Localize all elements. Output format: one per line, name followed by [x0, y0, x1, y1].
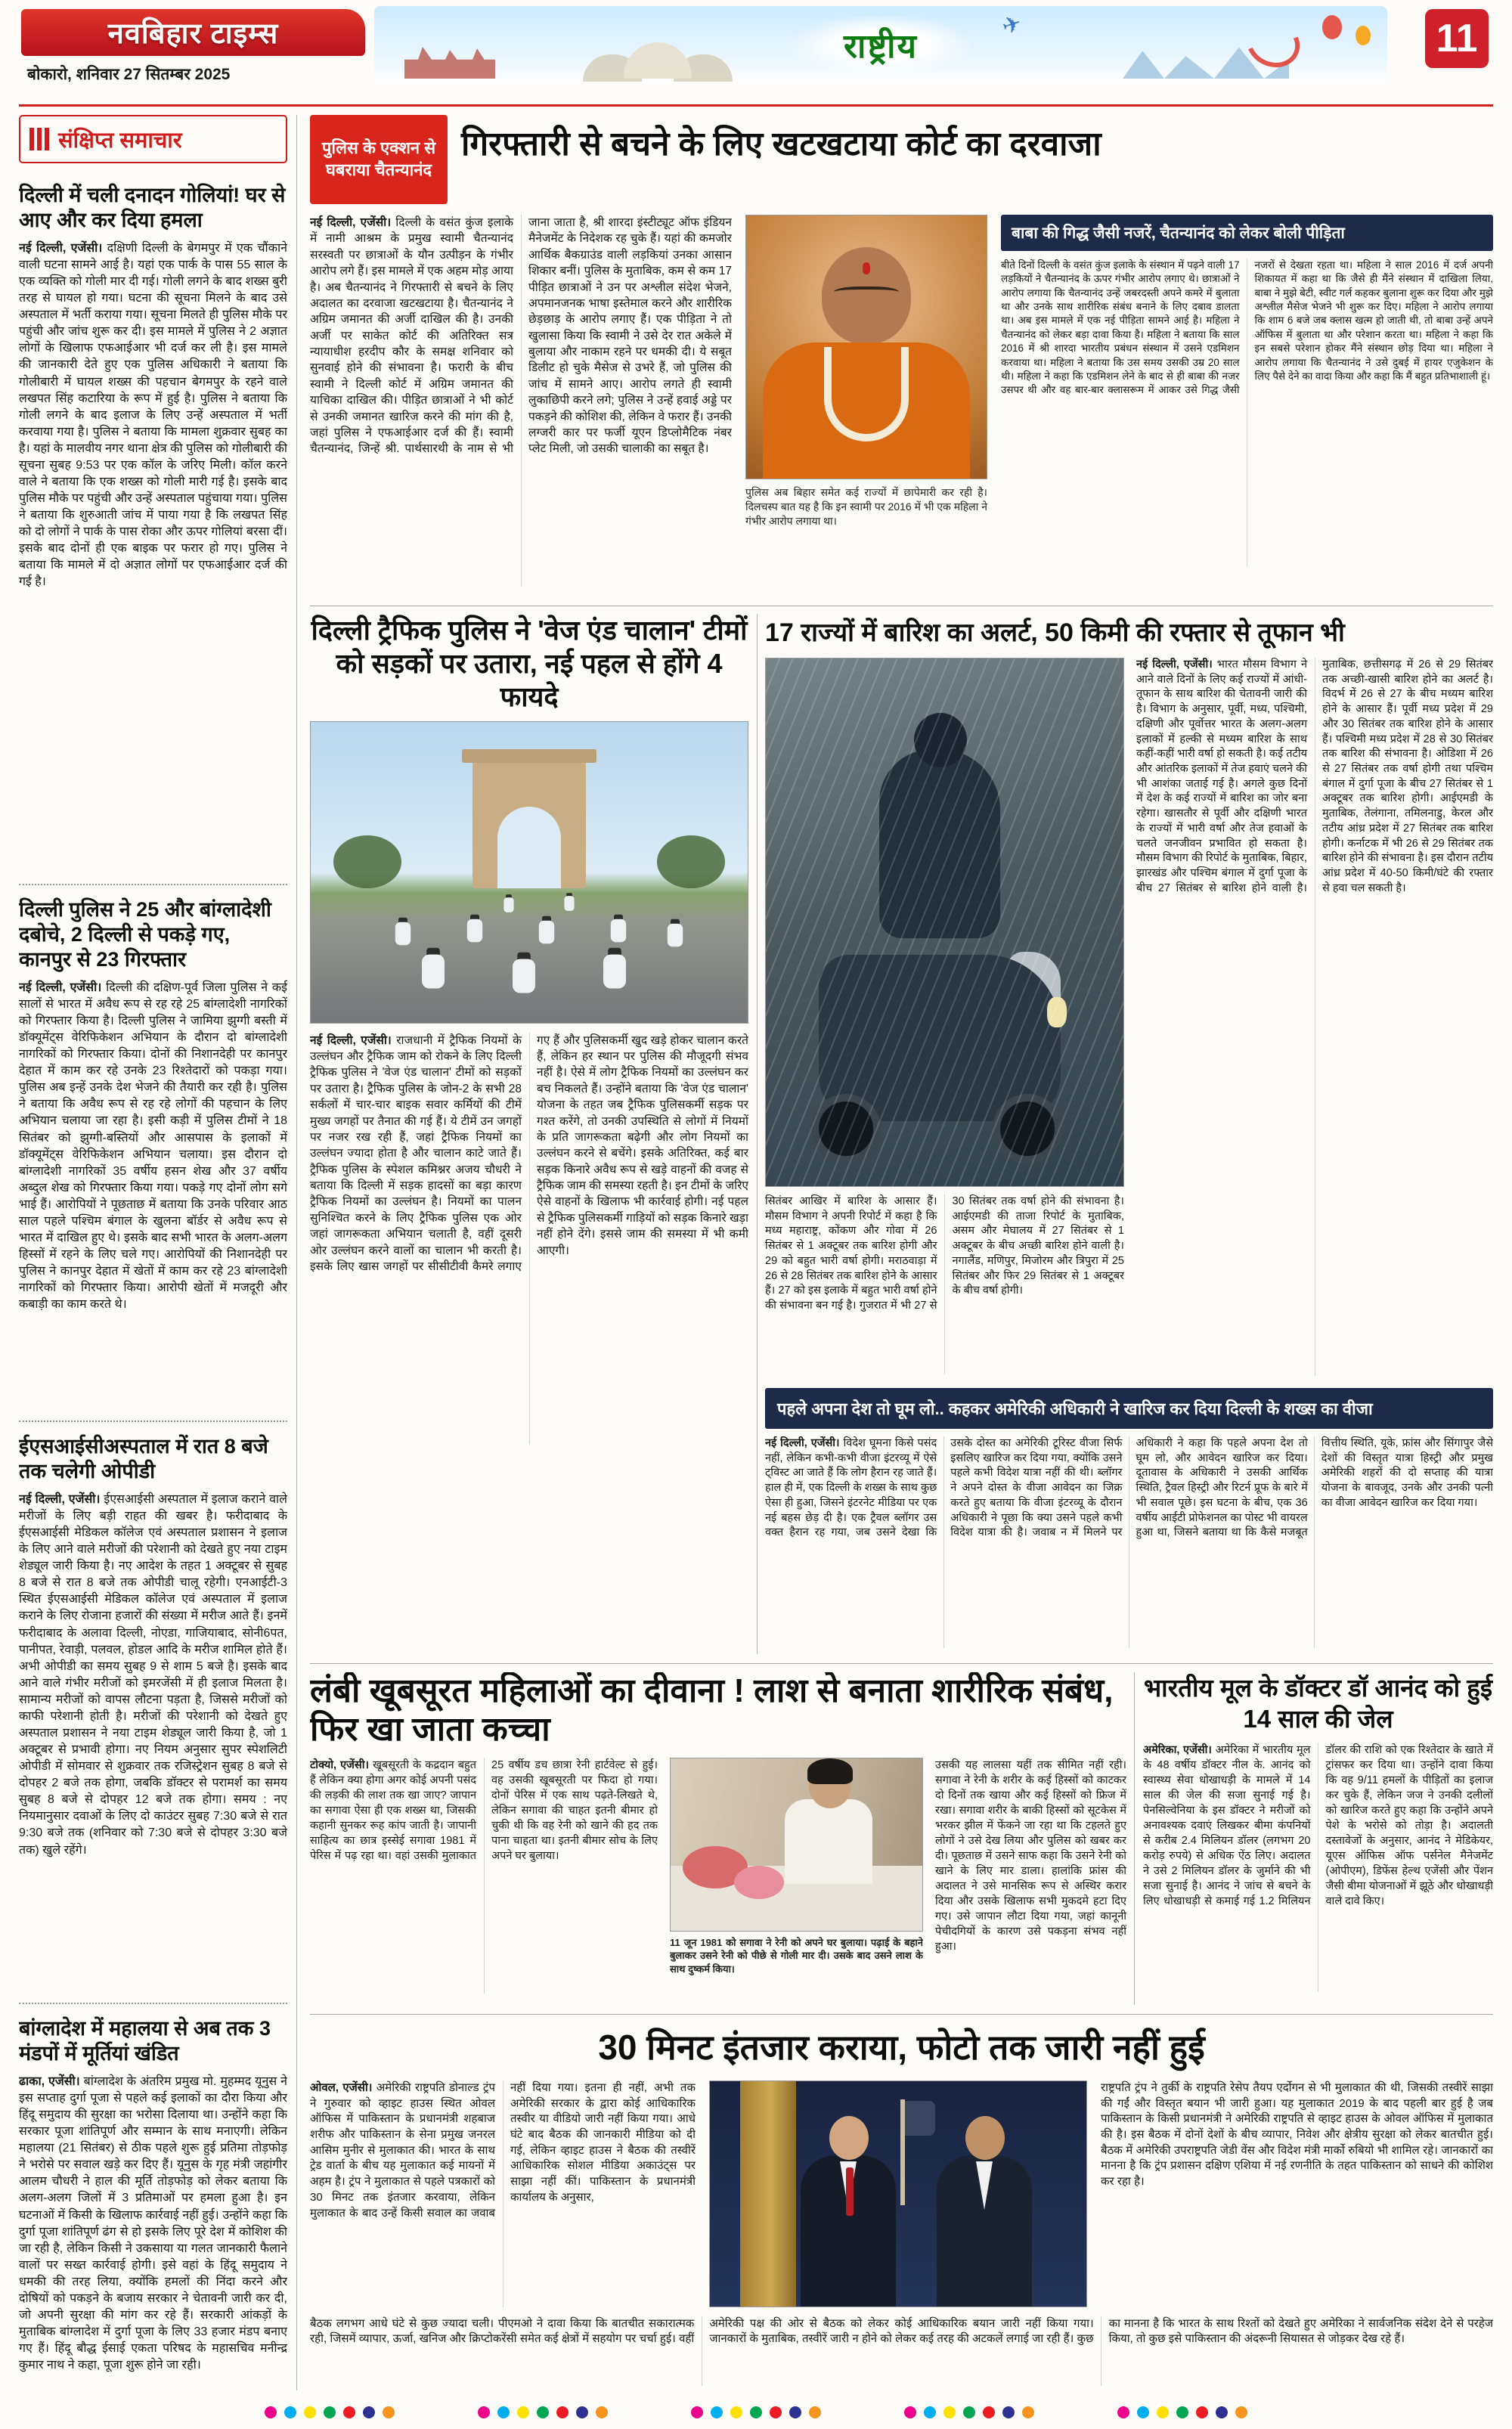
india-gate-photo [310, 721, 748, 1024]
brief-news-header [19, 115, 287, 163]
byline: अमेरिका, एजेंसी। [1143, 1743, 1212, 1756]
weather-photo-block [765, 658, 1124, 1376]
lead-photo-block [745, 215, 987, 587]
article-body: भारत मौसम विभाग ने आने वाले दिनों के लिए कई राज्यों में आंधी-तूफान के साथ बारिश की चेतावनी जारी की है। विभाग के अनुसार, पूर्वी, मध्य, पश्चिमी, दक्षिणी और पूर्वोत्तर भारत के अलग-अलग इलाकों में हल्की से मध्यम बारिश के साथ कहीं-कहीं भारी वर्षा हो सकती है। कई तटीय और आंतरिक इलाकों में तेज हवाएं चलने की भी आशंका जताई गई है। अगले कुछ दिनों में देश के कई राज्यों में बारिश का जोर बना रहेगा। खासतौर से पूर्वी और दक्षिणी भारत के राज्यों में भारी वर्षा और तेज हवाओं के चलते जनजीवन प्रभावित हो सकता है। मौसम विभाग की रिपोर्ट के मुताबिक, बिहार, झारखंड और पश्चिम बंगाल में दुर्गा पूजा के बीच 27 सितंबर से बारिश होने वाली है। मुताबिक, छत्तीसगढ़ में 26 से 29 सितंबर तक अच्छी-खासी बारिश होने का अलर्ट है। विदर्भ में 26 से 27 के बीच मध्यम बारिश होने के आसार हैं। पूर्वी मध्य प्रदेश में 29 और 30 सितंबर तक बारिश होने के आसार हैं। पश्चिमी मध्य प्रदेश में 28 से 30 सितंबर तक बारिश की संभावना है। ओडिशा में 26 से 27 सितंबर तक वर्षा होगी तथा पश्चिम बंगाल में दुर्गा पूजा के बीच 27 सितंबर से 1 अक्टूबर तक बारिश होगी। आईएमडी के मुताबिक, तेलंगाना, तमिलनाडु, केरल और तटीय आंध्र प्रदेश में 27 सितंबर तक बारिश होगी। कर्नाटक में भी 26 से 29 सितंबर तक बारिश होने की संभावना है। इस दौरान तटीय आंध्र प्रदेश में 40-50 किमी/घंटे की रफ्तार से हवा चल सकती है। [1136, 658, 1493, 894]
dot-group [904, 2406, 1034, 2418]
article-headline: ईएसआईसीअस्पताल में रात 8 बजे तक चलेगी ओपीडी [19, 1435, 268, 1482]
article-body-below-photo: 11 जून 1981 को सगावा ने रेनी को अपने घर बुलाया। पढ़ाई के बहाने बुलाकर उसने रेनी को पीछे से गोली मार दी। उसके बाद उसने लाश के साथ दुष्कर्म किया। [670, 1937, 923, 1975]
brief-news-icon [29, 128, 49, 150]
article-body: अमेरिकी राष्ट्रपति डोनाल्ड ट्रंप ने गुरुवार को व्हाइट हाउस स्थित ओवल ऑफिस में पाकिस्तान के प्रधानमंत्री शहबाज शरीफ और पाकिस्तान के सेना प्रमुख जनरल आसिम मुनीर से मुलाकात की। भारत के साथ ट्रेड वार्ता के बीच यह मुलाकात कई मायनों में अहम है। ट्रंप ने मुलाकात से पहले पत्रकारों को 30 मिनट तक इंतजार करवाया, लेकिन मुलाकात के बाद उन्हें किसी सवाल का जवाब नहीं दिया गया। इतना ही नहीं, अभी तक अमेरिकी सरकार के द्वारा कोई आधिकारिक तस्वीर या वीडियो जारी नहीं किया गया। आधे घंटे बाद बैठक की जानकारी मीडिया को दी गई, लेकिन व्हाइट हाउस ने बैठक की तस्वीरें आधिकारिक सोशल मीडिया अकाउंट्स पर साझा नहीं कीं। पाकिस्तान के प्रधानमंत्री कार्यालय के अनुसार, [310, 2081, 696, 2220]
article-headline: दिल्ली में चली दनादन गोलियां! घर से आए और कर दिया हमला [19, 184, 286, 231]
article-trump-sharif-meeting [310, 2023, 1493, 2387]
photo-caption: पुलिस अब बिहार समेत कई राज्यों में छापेमारी कर रही है। दिलचस्प बात यह है कि इन स्वामी पर 2016 में भी एक महिला ने गंभीर आरोप लगाया था। [745, 486, 987, 527]
article-body: विदेश घूमना किसे पसंद नहीं, लेकिन कभी-कभी वीजा इंटरव्यू में ऐसे ट्विस्ट आ जाते हैं कि लोग हैरान रह जाते हैं। हाल ही में, एक दिल्ली के शख्स के साथ कुछ ऐसा ही हुआ, जिसने इंटरनेट मीडिया पर एक नई बहस छेड़ दी है। एक ट्रैवल ब्लॉगर उस वक्त हैरान रह गया, जब उसने देखा कि उसके दोस्त का अमेरिकी टूरिस्ट वीजा सिर्फ इसलिए खारिज कर दिया गया, क्योंकि उसने पहले कभी विदेश यात्रा नहीं की थी। ब्लॉगर ने अपने दोस्त के वीजा आवेदन का जिक्र करते हुए बताया कि वीजा इंटरव्यू के दौरान अधिकारी ने पूछा कि क्या उसने पहले कभी विदेश यात्रा की है। जवाब न में मिलने पर अधिकारी ने कहा कि पहले अपना देश तो घूम लो, और आवेदन खारिज कर दिया। दूतावास के अधिकारी ने उसकी आर्थिक स्थिति, ट्रैवल हिस्ट्री और रिटर्न प्रूफ के बारे में भी सवाल पूछे। इस घटना के बीच, एक 36 वर्षीय आईटी प्रोफेशनल का पोस्ट भी वायरल हुआ था, जिसने बताया था कि कैसे मजबूत वित्तीय स्थिति, यूके, फ्रांस और सिंगापुर जैसे देशों की विस्तृत यात्रा हिस्ट्री और प्रमुख अमेरिकी शहरों की दो सप्ताह की यात्रा योजना के बावजूद, उनके और उनकी पत्नी का वीजा आवेदन खारिज कर दिया गया। [765, 1437, 1493, 1539]
article-delhi-shooting [19, 171, 287, 885]
article-headline: दिल्ली ट्रैफिक पुलिस ने 'वेज एंड चालान' टीमों को सड़कों पर उतारा, नई पहल से होंगे 4 फायदे [311, 615, 748, 712]
leader-figure-art [937, 2155, 1032, 2307]
newspaper-logo [21, 9, 365, 56]
article-headline: लंबी खूबसूरत महिलाओं का दीवाना ! लाश से बनाता शारीरिक संबंध, फिर खा जाता कच्चा [310, 1672, 1114, 1748]
article-traffic-challan [310, 614, 748, 1472]
article-body-bottom: बैठक लगभग आधे घंटे से कुछ ज्यादा चली। पीएमओ ने दावा किया कि बातचीत सकारात्मक रही, जिसमें व्यापार, ऊर्जा, खनिज और क्रिप्टोकरेंसी समेत कई क्षेत्रों में सहयोग पर चर्चा हुई। वहीं अमेरिकी पक्ष की ओर से बैठक को लेकर कोई आधिकारिक बयान जारी नहीं किया गया। जानकारों के मुताबिक, तस्वीरें जारी न होने को लेकर कई तरह की अटकलें लगाई जा रही हैं। कुछ का मानना है कि भारत के साथ रिश्तों को देखते हुए अमेरिका ने सार्वजनिक संदेश देने से परहेज किया, तो कुछ इसे पाकिस्तान की अंदरूनी सियासत से जोड़कर देख रहे हैं। [310, 2317, 1493, 2346]
gold-curtain-art [740, 2081, 796, 2307]
sidebar-headline: बाबा की गिद्ध जैसी नजरें, चैतन्यानंद को लेकर बोली पीड़िता [1012, 225, 1345, 242]
flag-art [900, 2099, 905, 2205]
article-chaitanyananda [310, 115, 1493, 603]
article-sagawa-cannibal [310, 1672, 1126, 2009]
article-body-below-photo: सितंबर आखिर में बारिश के आसार हैं। मौसम विभाग ने अपनी रिपोर्ट में कहा है कि मध्य महाराष्ट्र, कोंकण और गोवा में 26 सितंबर से 1 अक्टूबर तक बारिश होगी और 29 को बहुत भारी वर्षा होगी। मराठवाड़ा में 26 से 28 सितंबर तक बारिश होने के आसार हैं। 27 को इस इलाके में बहुत भारी वर्षा होने की संभावना बन गई है। गुजरात में भी 27 से 30 सितंबर तक वर्षा होने की संभावना है। आईएमडी की ताजा रिपोर्ट के मुताबिक, असम और मेघालय में 27 सितंबर से 1 अक्टूबर के बीच अच्छी बारिश होने वाली है। नगालैंड, मणिपुर, मिजोरम और त्रिपुरा में 25 सितंबर और फिर 29 सितंबर से 1 अक्टूबर के बीच वर्षा होगी। [765, 1195, 1124, 1312]
page-number-value: 11 [1436, 17, 1478, 60]
article-headline: बांग्लादेश में महालया से अब तक 3 मंडपों में मूर्तियां खंडित [19, 2017, 271, 2065]
print-registration-dots [0, 2406, 1512, 2418]
byline: नई दिल्ली, एजेंसी। [19, 241, 103, 255]
article-body: ईएसआईसी अस्पताल में इलाज कराने वाले मरीजों के लिए बड़ी राहत की खबर है। फरीदाबाद के ईएसआईसी मेडिकल कॉलेज एवं अस्पताल प्रशासन ने इलाज के लिए आने वाले मरीजों की परेशानी को देखते हुए नया टाइम शेड्यूल जारी किया है। नए आदेश के तहत 1 अक्टूबर से सुबह 8 बजे से रात 8 बजे तक ओपीडी चालू रहेगी। एनआईटी-3 स्थित ईएसआईसी मेडिकल कॉलेज एवं अस्पताल में इलाज कराने के लिए रोजाना हजारों की संख्या में मरीज आते हैं। इनमें फरीदाबाद के अलावा दिल्ली, नोएडा, गाजियाबाद, सोनी6पत, पानीपत, रेवाड़ी, पलवल, होडल आदि के मरीज शामिल होते हैं। अभी ओपीडी का समय सुबह 9 से शाम 5 बजे है। इसके बाद आने वाले गंभीर मरीजों को इमरजेंसी में ही इलाज मिलता है। सामान्य मरीजों को वापस लौटना पड़ता है, जिससे मरीजों को काफी परेशानी होती है। मरीजों की परेशानी को देखते हुए अस्पताल प्रशासन ने नया टाइम शेड्यूल जारी किया है, जो 1 अक्टूबर से प्रभावी होगा। नए नियम अनुसार सुपर स्पेशलिटी ओपीडी में सोमवार से शुक्रवार तक रजिस्ट्रेशन सुबह 8 बजे से दोपहर 2 बजे तक होगा, जबकि डॉक्टर से परामर्श का समय सुबह 8 बजे से दोपहर 12 बजे तक होगा। समय : नए नियमानुसार दवाओं के लिए दो काउंटर सुबह 7:30 बजे से रात 9:30 बजे तक (शनिवार को 7:30 बजे से दोपहर 3:30 बजे तक) खुले रहेंगे। [19, 1492, 287, 1857]
article-visa-rejected [765, 1388, 1493, 1654]
section-title: राष्ट्रीय [843, 28, 919, 65]
dot-group [691, 2406, 821, 2418]
article-body: अमेरिका में भारतीय मूल के 48 वर्षीय डॉक्टर नील के. आनंद को स्वास्थ्य सेवा धोखाधड़ी के मामले में 14 साल की जेल की सजा सुनाई गई है। पेनसिल्वेनिया के इस डॉक्टर ने मरीजों को अनावश्यक दवाएं लिखकर बीमा कंपनियों से करीब 2.4 मिलियन डॉलर (लगभग 20 करोड़ रुपये) से अधिक ऐंठ लिए। अदालत ने उसे 2 मिलियन डॉलर के जुर्माने की भी सजा सुनाई है। आनंद ने जांच से बचने के लिए धोखाधड़ी से कमाई गई 1.2 मिलियन डॉलर की राशि को एक रिश्तेदार के खाते में ट्रांसफर कर दिया था। उन्होंने दावा किया कि वह 9/11 हमलों के पीड़ितों का इलाज कर चुके हैं, लेकिन जज ने उनकी दलीलों को खारिज करते हुए कहा कि उन्होंने अपने पेशे के भरोसे को तोड़ा है। अदालती दस्तावेजों के अनुसार, आनंद ने मेडिकेयर, यूएस ऑफिस ऑफ पर्सनेल मैनेजमेंट (ओपीएम), डिफेंस हेल्थ एजेंसी और पेंशन जैसी बीमा योजनाओं में झूठे और धोखाधड़ी वाले दावे किए। [1143, 1743, 1493, 1907]
dateline: बोकारो, शनिवार 27 सितम्बर 2025 [27, 66, 231, 83]
article-headline: पहले अपना देश तो घूम लो.. कहकर अमेरिकी अधिकारी ने खारिज कर दिया दिल्ली के शख्स का वीजा [777, 1399, 1373, 1418]
newspaper-name: नवबिहार टाइम्स [107, 18, 279, 50]
scooter-rain-photo [765, 658, 1124, 1187]
article-headline: 30 मिनट इंतजार कराया, फोटो तक जारी नहीं हुई [598, 2028, 1205, 2067]
sagawa-photo [670, 1758, 923, 1932]
article-body-right: राष्ट्रपति ट्रंप ने तुर्की के राष्ट्रपति रेसेप तैयप एर्दोगन से भी मुलाकात की थी, जिसकी तस्वीरें साझा की गईं और विस्तृत बयान भी जारी हुआ। यह मुलाकात 2019 के बाद पहली बार हुई है जब पाकिस्तान के किसी प्रधानमंत्री ने अमेरिकी राष्ट्रपति से व्हाइट हाउस के ओवल ऑफिस में मुलाकात की है। इस बैठक में दोनों देशों के बीच व्यापार, निवेश और क्षेत्रीय सुरक्षा को लेकर बातचीत हुई। बैठक में अमेरिकी उपराष्ट्रपति जेडी वेंस और विदेश मंत्री मार्को रुबियो भी शामिल रहे। जानकारों का मानना है कि ट्रंप प्रशासन दक्षिण एशिया में नई रणनीति के तहत पाकिस्तान को साधने की कोशिश कर रहा है। [1101, 2081, 1493, 2189]
article-doctor-jailed [1143, 1672, 1493, 2009]
rain-overlay-art [766, 658, 1123, 1186]
byline: टोक्यो, एजेंसी। [310, 1759, 369, 1772]
victim-statement-box [1001, 215, 1493, 587]
tie-art [846, 2167, 854, 2216]
article-mahalaya-idols [19, 2004, 287, 2382]
header-artwork [374, 6, 1387, 83]
airplane-icon: ✈ [999, 10, 1025, 41]
lead-headline: गिरफ्तारी से बचने के लिए खटखटाया कोर्ट का दरवाजा [461, 125, 1101, 163]
page-number [1425, 9, 1489, 68]
police-motorcade-art [311, 894, 748, 1015]
kicker-box [310, 115, 448, 204]
section-title-wrap [791, 16, 971, 73]
tree-art [333, 835, 401, 888]
article-body-right: उसकी यह लालसा यहीं तक सीमित नहीं रही। सगावा ने रेनी के शरीर के कई हिस्सों को काटकर दो दिनों तक खाया और कई हिस्सों को फ्रिज में रखा। सगावा शरीर के बाकी हिस्सों को सूटकेस में भरकर झील में फेंकने जा रहा था कि टहलते हुए लोगों ने उसे देख लिया और पुलिस को खबर कर दी। पूछताछ में उसने साफ कहा कि उसने रेनी को खाने के लिए मार डाला। हालांकि फ्रांस की अदालत ने उसे मानसिक रूप से अस्थिर करार दिया और उसके खिलाफ सभी मुकदमे हटा दिए गए। उसे जापान लौटा दिया गया, जहां कानूनी पेचीदगियों के कारण उसे पकड़ना संभव नहीं हुआ। [935, 1759, 1126, 1953]
man-shirt-art [785, 1799, 872, 1884]
fort-silhouette-art [404, 47, 495, 79]
brief-news-title: संक्षिप्त समाचार [58, 128, 182, 153]
article-headline: भारतीय मूल के डॉक्टर डॉ आनंद को हुई 14 साल की जेल [1143, 1674, 1493, 1733]
taj-mahal-art [624, 42, 692, 79]
man-head-art [809, 1763, 851, 1808]
balloon-art [1322, 15, 1342, 39]
byline: ओवल, एजेंसी। [310, 2081, 373, 2094]
tree-art [657, 835, 725, 888]
section-divider [310, 1663, 1493, 1664]
byline: ढाका, एजेंसी। [19, 2074, 80, 2088]
swami-robe-art [763, 342, 970, 479]
india-gate-arch-art [472, 761, 586, 888]
article-esic-opd [19, 1422, 287, 2004]
byline: नई दिल्ली, एजेंसी। [1136, 658, 1213, 671]
article-body: खूबसूरती के कद्रदान बहुत हैं लेकिन क्या होगा अगर कोई अपनी पसंद की लड़की की लाश तक खा जाए? जापान का सगावा ऐसा ही एक शख्स था, जिसकी कहानी सुनकर रूह कांप जाती है। जापानी साहित्य का छात्र इस्सेई सगावा 1981 में पेरिस में पढ़ रहा था। वहां उसकी मुलाकात 25 वर्षीय डच छात्रा रेनी हार्टवेल्ट से हुई। वह उसकी खूबसूरती पर फिदा हो गया। दोनों पेरिस में एक साथ पढ़ते-लिखते थे, लेकिन सगावा की चाहत इतनी बीमार हो चुकी थी कि वह रेनी को खाने की हद तक पाना चाहता था। इतनी बीमार सोच के लिए अपने घर बुलाया। [310, 1759, 658, 1863]
left-column [19, 115, 297, 2390]
cannibal-photo-block [670, 1758, 923, 1994]
article-headline-bar [765, 1388, 1493, 1429]
dot-group [478, 2406, 608, 2418]
dot-group [1117, 2406, 1247, 2418]
article-body: दिल्ली के वसंत कुंज इलाके में नामी आश्रम के प्रमुख स्वामी चैतन्यानंद सरस्वती पर छात्राओं के यौन उत्पीड़न के गंभीर आरोप लगे हैं। इस मामले में एक अहम मोड़ आया है। अब चैतन्यानंद ने गिरफ्तारी से बचने के लिए अदालत का दरवाजा खटखटाया है। चैतन्यानंद ने अग्रिम जमानत की अर्जी दाखिल की है। उनकी अर्जी पर साकेत कोर्ट की अतिरिक्त सत्र न्यायाधीश हरदीप कौर के समक्ष शनिवार को सुनवाई होने की संभावना है। फरारी के बीच स्वामी ने दिल्ली कोर्ट में अग्रिम जमानत की याचिका दाखिल की। पीड़ित छात्राओं ने भी कोर्ट से उनकी जमानत खारिज करने की मांग की है, जहां पुलिस ने एफआईआर दर्ज की हैं। स्वामी चैतन्यानंद, जिन्हें श्री. पार्थसारथी के नाम से भी जाना जाता है, श्री शारदा इंस्टीट्यूट ऑफ इंडियन मैनेजमेंट के निदेशक रह चुके हैं। यहां की कमजोर आर्थिक बैकग्राउंड वाली लड़कियां उनका आसान शिकार बनीं। पुलिस के मुताबिक, कम से कम 17 पीड़ित छात्राओं ने उन पर अश्लील संदेश भेजने, अपमानजनक भाषा इस्तेमाल करने और शारीरिक छेड़छाड़ के आरोप लगाए हैं। एक पीड़िता ने तो खुलासा किया कि स्वामी ने उसे देर रात अकेले में बुलाया और नाकाम रहने पर धमकी दी। ये सबूत डिलीट हो चुके मैसेज से उभरे हैं, जो पुलिस की जांच में सामने आए। आरोप लगते ही स्वामी लुकाछिपी करने लगे; पुलिस ने उन्हें हवाई अड्डे पर पकड़ने की कोशिश की, लेकिन वे फरार हैं। उनकी लग्जरी कार पर फर्जी यूएन डिप्लोमैटिक नंबर प्लेट मिली, जो उसकी चालाकी का सबूत है। [310, 216, 732, 456]
kicker-text: पुलिस के एक्शन से घबराया चैतन्यानंद [321, 138, 436, 179]
article-body: दिल्ली की दक्षिण-पूर्व जिला पुलिस ने कई सालों से भारत में अवैध रूप से रह रहे 25 बांग्लादेशी नागरिकों को गिरफ्तार किया है। दिल्ली पुलिस ने जामिया झुग्गी बस्ती में डॉक्यूमेंट्स वेरिफिकेशन अभियान के दौरान दो बांग्लादेशी नागरिकों को गिरफ्तार किया। दोनों की निशानदेही पर कानपुर देहात में काम कर रहे उनके 23 रिश्तेदारों को पकड़ा गया। पुलिस अब इन्हें उनके देश भेजने की तैयारी कर रही है। पुलिस ने बताया कि अवैध रूप से रह रहे लोगों की पहचान के लिए अभियान चलाया जा रहा है। इसी कड़ी में पुलिस टीमों ने 18 सितंबर को झुग्गी-बस्तियों और आसपास के इलाकों में डॉक्यूमेंट्स वेरिफिकेशन अभियान चलाया। इस दौरान दो बांग्लादेशी नागरिकों 35 वर्षीय हसन शेख और 37 वर्षीय अब्दुल शेख को गिरफ्तार किया गया। पकड़े गए दोनों लोग सगे भाई हैं। आरोपियों ने पूछताछ में बताया कि उनके परिवार आठ साल पहले पश्चिम बंगाल के खुलना बॉर्डर से अवैध रूप से भारत में दाखिल हुए थे। इसके बाद सभी भारत के अलग-अलग हिस्सों में रहने के लिए चले गए। आरोपियों की निशानदेही पर पुलिस ने कानपुर देहात में खेतों में काम कर रहे 23 बांग्लादेशी नागरिकों को गिरफ्तार किया। आरोपी खेतों में मजदूरी और कबाड़ी का काम करते थे। [19, 981, 287, 1312]
dot-group [265, 2406, 395, 2418]
trump-sharif-photo [709, 2080, 1087, 2307]
byline: नई दिल्ली, एजेंसी। [310, 1033, 392, 1047]
article-body: दक्षिणी दिल्ली के बेगमपुर में एक चौंकाने वाली घटना सामने आई है। यहां एक पार्क के पास 55 साल के एक व्यक्ति को गोली मार दी गई। गोली लगने के बाद शख्स बुरी तरह से घायल हो गया। घटना की सूचना मिलने के बाद उसे अस्पताल में भर्ती कराया गया। सूचना मिलते ही पुलिस मौके पर पहुंची और जांच शुरू कर दी। इस मामले में पुलिस ने 2 अज्ञात लोगों के खिलाफ एफआईआर भी दर्ज कर ली है। इस मामले की जानकारी देते हुए एक पुलिस अधिकारी ने बताया कि गोलीबारी में घायल शख्स की पहचान बेगमपुर के रहने वाले लखपत सिंह कटारिया के रूप में हुई है। पुलिस ने बताया कि गोली लगने के बाद इलाज के लिए उन्हें अस्पताल में भर्ती करवाया गया है। पुलिस ने बताया कि मामला शुक्रवार सुबह का है। यहां के मालवीय नगर थाना क्षेत्र की पुलिस को गोलीबारी की सूचना सुबह 9:53 पर एक कॉल के जरिए मिली। कॉल करने वाले ने बताया कि एक शख्स को गोली मारी गई है। इसके बाद पुलिस मौके पर पहुंची और उन्हें अस्पताल पहुंचाया गया। पुलिस ने बताया कि शुरुआती जांच में पाया गया है कि लखपत सिंह को दो लोगों ने पार्क के पास रोका और ऊपर गोलियां बरसा दीं। इसके बाद दोनों ही एक बाइक पर फरार हो गए। पुलिस ने बताया कि मामले में दो अज्ञात लोगों पर एफआईआर दर्ज की गई है। [19, 241, 287, 589]
swami-face-art [822, 247, 911, 344]
sidebar-body: बीते दिनों दिल्ली के वसंत कुंज इलाके के संस्थान में पढ़ने वाली 17 लड़कियों ने चैतन्यानंद के ऊपर गंभीर आरोप लगाए थे। छात्राओं ने आरोप लगाया कि चैतन्यानंद उन्हें जबरदस्ती अपने कमरे में बुलाता था और उनके साथ शारीरिक संबंध बनाने के लिए दबाव डालता था। अब इस मामले में एक नई पीड़िता सामने आई है। महिला ने चैतन्यानंद को लेकर बड़ा दावा किया है। महिला ने बताया कि साल 2016 में श्री शारदा भारतीय प्रबंधन संस्थान में उसने एडमिशन करवाया था। महिला ने बताया कि उस समय उसकी उम्र 20 साल थी। महिला ने कहा कि एडमिशन लेने के बाद से ही बाबा की नजर उसपर थी और वह बार-बार क्लासरूम में आकर उसे गिद्ध जैसी नजरों से देखता रहता था। महिला ने साल 2016 में दर्ज अपनी शिकायत में कहा था कि जैसे ही मैंने संस्थान में दाखिला लिया, बाबा ने मुझे बेटी, स्वीट गर्ल कहकर बुलाना शुरू कर दिया और मुझे अश्लील मैसेज भेजने भी शुरू कर दिए। महिला ने आरोप लगाया कि शाम 6 बजे जब क्लास खत्म हो जाती थी, तो बाबा उन्हें अपने ऑफिस में बुलाता था और परेशान करता था। महिला ने कहा कि इन सबसे परेशान होकर मैंने संस्थान छोड़ दिया था। महिला ने आरोप लगाया कि चैतन्यानंद ने उसे दुबई में हायर एजुकेशन के लिए पैसे देने का वादा किया और कहा कि मैं बहुत प्रतिभाशाली हूं। [1001, 259, 1493, 396]
byline: नई दिल्ली, एजेंसी। [19, 1492, 101, 1506]
column-divider [757, 614, 758, 1654]
article-rain-alert [765, 614, 1493, 1379]
article-headline: 17 राज्यों में बारिश का अलर्ट, 50 किमी की रफ्तार से तूफान भी [765, 618, 1345, 647]
article-headline: दिल्ली पुलिस ने 25 और बांग्लादेशी दबोचे, 2 दिल्ली से पकड़े गए, कानपुर से 23 गिरफ्तार [19, 898, 271, 971]
pillow-art [734, 1866, 784, 1899]
byline: नई दिल्ली, एजेंसी। [765, 1437, 840, 1449]
byline: नई दिल्ली, एजेंसी। [19, 981, 102, 994]
balloon-art [1356, 26, 1371, 45]
article-body: राजधानी में ट्रैफिक नियमों के उल्लंघन और ट्रैफिक जाम को रोकने के लिए दिल्ली ट्रैफिक पुलिस ने 'वेज एंड चालान' टीमों को सड़कों पर उतारा है। ट्रैफिक पुलिस के जोन-2 के सभी 28 सर्कलों में चार-चार बाइक सवार कर्मियों की टीमें मुख्य जगहों पर तैनात की गई हैं। ये टीमें उन जगहों पर नजर रख रही हैं, जहां ट्रैफिक नियमों का उल्लंघन ज्यादा होता है और चालान काटे जाते हैं। ट्रैफिक पुलिस के स्पेशल कमिश्नर अजय चौधरी ने बताया कि दिल्ली में सड़क हादसों का बड़ा कारण ट्रैफिक नियमों का उल्लंघन है। नियमों का पालन सुनिश्चित करने के लिए ट्रैफिक पुलिस एक ओर जहां जागरूकता अभियान चलाती है, वहीं दूसरी ओर उल्लंघन करने वालों का चालान भी करती है। इसके लिए खास जगहों पर सीसीटीवी कैमरे लगाए गए हैं और पुलिसकर्मी खुद खड़े होकर चालान करते हैं, लेकिन हर स्थान पर पुलिस की मौजूदगी संभव नहीं है। ऐसे में लोग ट्रैफिक नियमों का उल्लंघन कर बच निकलते हैं। उन्होंने बताया कि 'वेज एंड चालान' योजना के तहत जब ट्रैफिक पुलिसकर्मी सड़क पर गश्त करेंगे, तो उनकी उपस्थिति से लोगों में नियमों के प्रति जागरूकता बढ़ेगी और लोग नियमों का उल्लंघन करने से बचेंगे। इसके अतिरिक्त, कई बार सड़क किनारे अवैध रूप से खड़े वाहनों की वजह से ट्रैफिक जाम की समस्या रहती है। इन टीमों के जरिए ऐसे वाहनों के खिलाफ भी कार्रवाई होगी। नई पहल से ट्रैफिक पुलिसकर्मी गाड़ियों को सड़क किनारे खड़ा नहीं होने देंगे। इससे जाम की समस्या में भी कमी आएगी। [310, 1033, 748, 1273]
section-divider [310, 2014, 1493, 2015]
swami-photo [745, 215, 987, 479]
sidebar-headline-bar [1001, 215, 1493, 251]
byline: नई दिल्ली, एजेंसी। [310, 216, 392, 229]
article-body: बांग्लादेश के अंतरिम प्रमुख मो. मुहम्मद यूनुस ने इस सप्ताह दुर्गा पूजा से पहले कई इलाकों का दौरा किया और हिंदू समुदाय की सुरक्षा का भरोसा दिलाया था। उन्होंने कहा कि सरकार पूजा शांतिपूर्ण और सम्मान के साथ मनाएगी। लेकिन महालया (21 सितंबर) से ठीक पहले शुरू हुई प्रतिमा तोड़फोड़ ने भरोसे पर सवाल खड़े कर दिए हैं। यूनुस के गृह मंत्री जहांगीर आलम चौधरी ने हाल की मूर्ति तोड़फोड़ को लेकर बताया कि अलग-अलग जिलों में 3 प्रतिमाओं पर हमला हुआ है। इन घटनाओं में किसी के खिलाफ कार्रवाई नहीं हुई। उन्होंने कहा कि दुर्गा पूजा शांतिपूर्ण ढंग से हो इसके लिए पूरे देश में कोशिश की जा रही है, लेकिन किसी ने उकसाया या गलत जानकारी फैलाने वालों पर सख्त कार्रवाई होगी। इसे वहां के हिंदू समुदाय ने धमकी की तरह लिया, क्योंकि हमलों की निंदा करने और दोषियों को पकड़ने के बजाय सरकार ने चेतावनी जारी कर दी, जो अपनी सुरक्षा की मांग कर रहे हैं। सरकारी आंकड़ों के मुताबिक बांग्लादेश में दुर्गा पूजा के लिए 33 हजार मंडप बनाए गए हैं। हिंदू बौद्ध ईसाई एकता परिषद के महासचिव मनीन्द्र कुमार नाथ ने कहा, पूजा शुरू होने जा रही। [19, 2074, 287, 2372]
header-divider [19, 104, 1493, 107]
article-bangladeshi-arrests [19, 885, 287, 1422]
column-divider [1134, 1672, 1135, 2005]
